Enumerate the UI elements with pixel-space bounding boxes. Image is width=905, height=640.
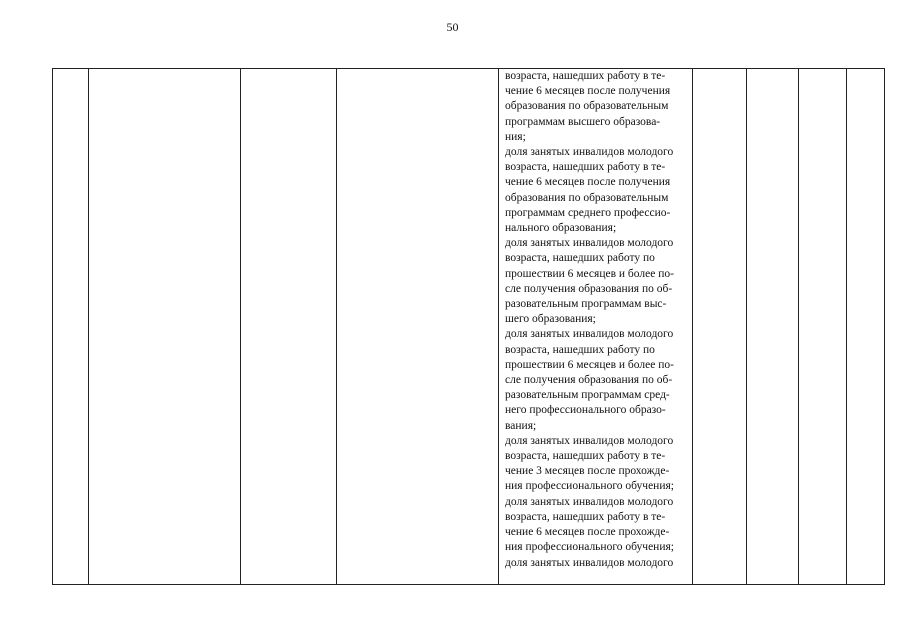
indicators-text: возраста, нашедших работу в те- чение 6 месяцев после получения образования по образовательным программам высшего образова- ния; доля занятых инвалидов молодого возраста, нашедших работу в те- чение 6 месяцев после получения образования по образовательным программам среднего профессио- нального образования; доля занятых инвалидов молодого возраста, нашедших работу по прошествии 6 месяцев и более по- сле получения образования по об- разовательным программам выс- шего образования; доля занятых инвалидов молодого возраста, нашедших работу по прошествии 6 месяцев и более по- сле получения образования по об- разовательным программам сред- него профессионального образо- вания; доля занятых инвалидов молодого возраста, нашедших работу в те- чение 3 месяцев после прохожде- ния профессионального обучения; доля занятых инвалидов молодого возраста, нашедших работу в те- чение 6 месяцев после прохожде- ния профессионального обучения; доля занятых инвалидов молодого — [505, 70, 674, 569]
table-cell-col-7 — [747, 69, 799, 585]
table-cell-col-6 — [693, 69, 747, 585]
table-cell-col-8 — [799, 69, 847, 585]
table-cell-col-3 — [241, 69, 337, 585]
table-cell-col-1 — [53, 69, 89, 585]
document-table — [52, 68, 885, 585]
table-cell-col-9 — [847, 69, 885, 585]
table-cell-col-4 — [337, 69, 499, 585]
table-cell-col-2 — [89, 69, 241, 585]
table-cell-indicators — [499, 69, 693, 585]
table-row — [53, 69, 885, 585]
page-number: 50 — [446, 20, 459, 34]
